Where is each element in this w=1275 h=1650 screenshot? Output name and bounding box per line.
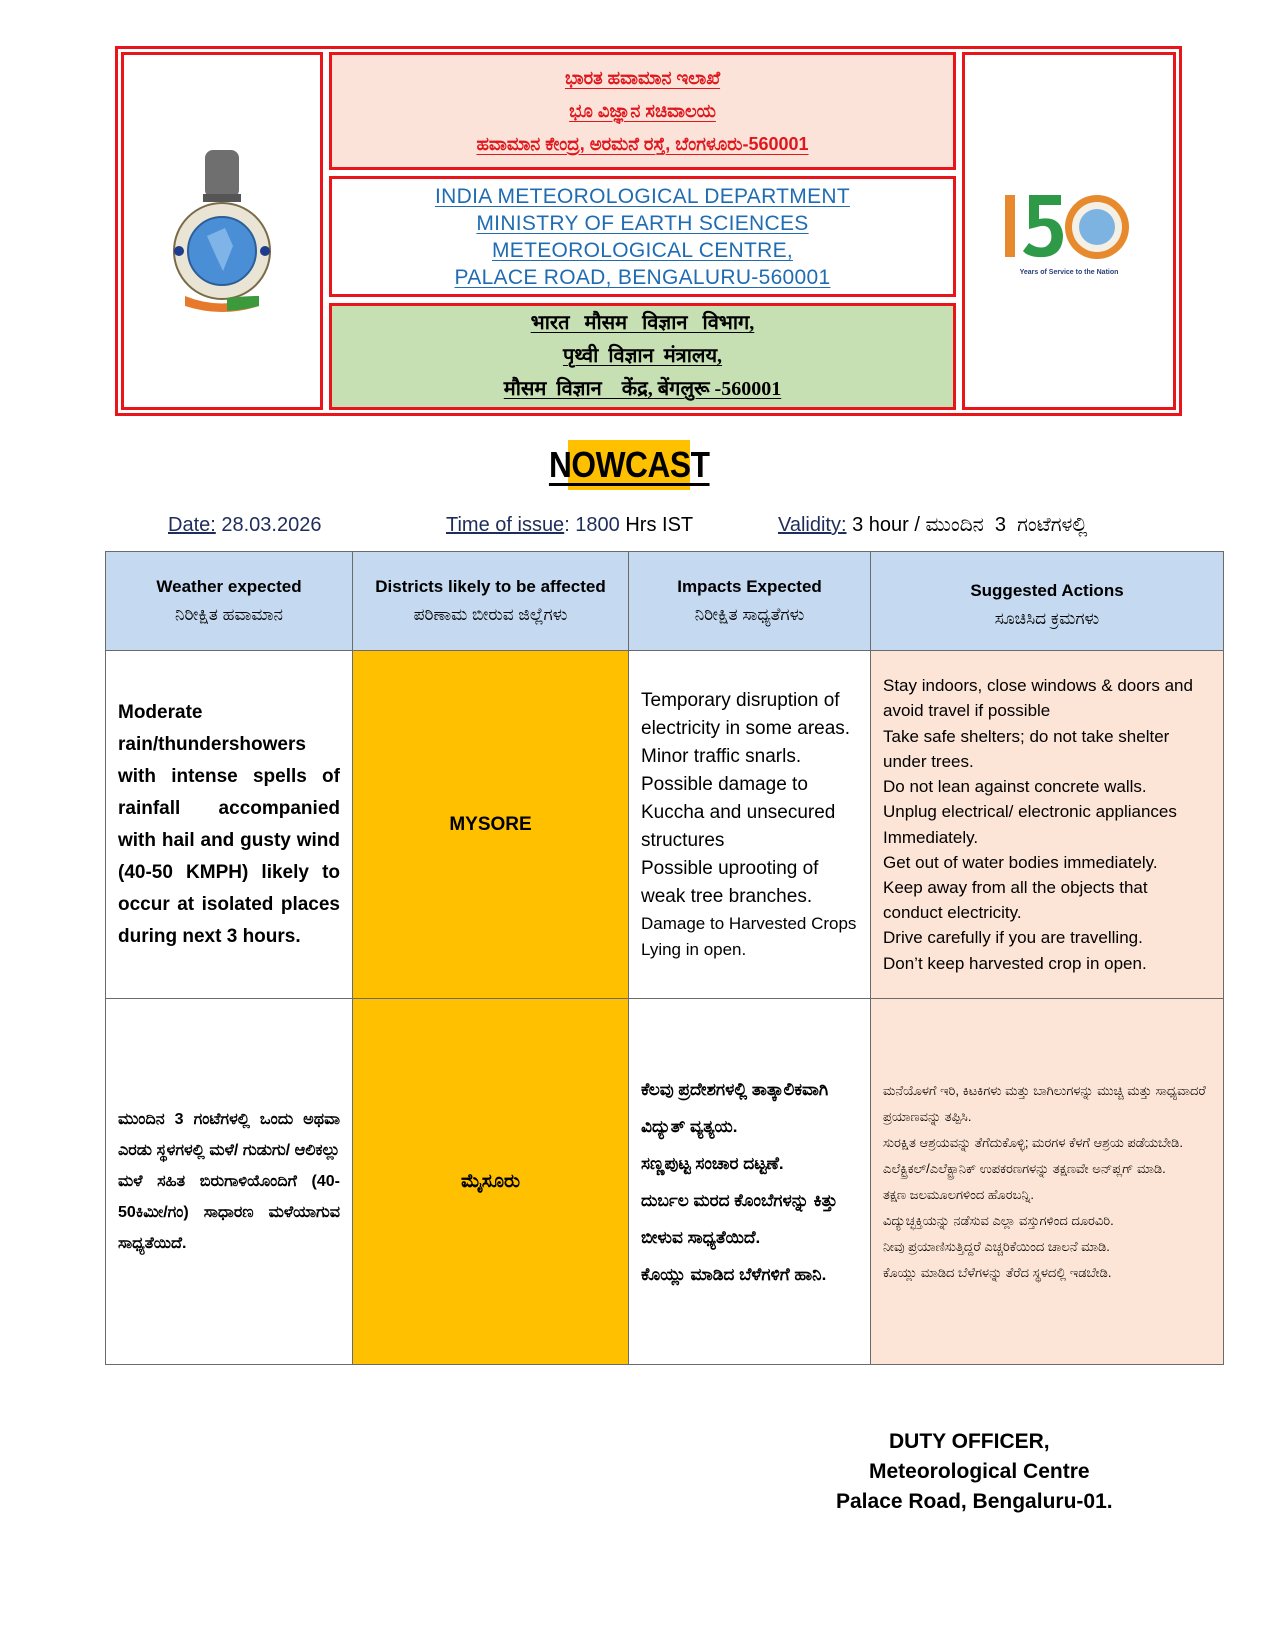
kannada-title-line-2: ಭೂ ವಿಜ್ಞಾನ ಸಚಿವಾಲಯ bbox=[569, 100, 716, 121]
actions-cell bbox=[871, 999, 1224, 1365]
nowcast-title bbox=[548, 440, 710, 490]
impact-item: ದುರ್ಬಲ ಮರದ ಕೊಂಬೆಗಳನ್ನು ಕಿತ್ತು ಬೀಳುವ ಸಾಧ್ಯತೆಯಿದೆ. bbox=[641, 1190, 838, 1247]
header-weather-kn: ನಿರೀಕ್ಷಿತ ಹವಾಮಾನ bbox=[175, 605, 283, 624]
action-item: Stay indoors, close windows & doors and avoid travel if possible bbox=[883, 676, 1193, 721]
letterhead bbox=[115, 46, 1182, 416]
validity-value: 3 hour / ಮುಂದಿನ 3 ಗಂಟೆಗಳಲ್ಲಿ bbox=[846, 514, 1088, 536]
hindi-title-line-1: भारत मौसम विज्ञान विभाग, bbox=[530, 312, 755, 334]
kannada-title-line-3: ಹವಾಮಾನ ಕೇಂದ್ರ, ಅರಮನೆ ರಸ್ತೆ, ಬೆಂಗಳೂರು-560001 bbox=[476, 133, 809, 154]
weather-cell: ಮುಂದಿನ 3 ಗಂಟೆಗಳಲ್ಲಿ ಒಂದು ಅಥವಾ ಎರಡು ಸ್ಥಳಗಳಲ್ಲಿ ಮಳೆ/ ಗುಡುಗು/ ಆಲಿಕಲ್ಲು ಮಳೆ ಸಹಿತ ಬಿರುಗಾಳಿಯೊಂದಿಗೆ (40-50ಕಿಮೀ/ಗಂ) ಸಾಧಾರಣ ಮಳೆಯಾಗುವ ಸಾಧ್ಯತೆಯಿದೆ. bbox=[106, 999, 353, 1365]
district-cell: MYSORE bbox=[353, 651, 629, 999]
action-item: ತಕ್ಷಣ ಜಲಮೂಲಗಳಿಂದ ಹೊರಬನ್ನಿ. bbox=[883, 1186, 1034, 1202]
header-weather-en: Weather expected bbox=[156, 577, 302, 596]
signature-address: Palace Road, Bengaluru-01. bbox=[836, 1490, 1113, 1513]
impact-item: ಕೊಯ್ಲು ಮಾಡಿದ ಬೆಳೆಗಳಿಗೆ ಹಾನಿ. bbox=[641, 1264, 827, 1284]
header-districts-en: Districts likely to be affected bbox=[375, 577, 606, 596]
action-item: Take safe shelters; do not take shelter under trees. bbox=[883, 726, 1170, 771]
header-suggested-actions bbox=[871, 552, 1224, 651]
action-item: ಎಲೆಕ್ಟ್ರಿಕಲ್/ಎಲೆಕ್ಟ್ರಾನಿಕ್ ಉಪಕರಣಗಳನ್ನು ತಕ್ಷಣವೇ ಅನ್‌ಪ್ಲಗ್ ಮಾಡಿ. bbox=[883, 1160, 1166, 1176]
hindi-title-box bbox=[329, 303, 956, 410]
nowcast-title-text: NOWCAST bbox=[548, 444, 710, 485]
header-impacts-kn: ನಿರೀಕ್ಷಿತ ಸಾಧ್ಯತೆಗಳು bbox=[694, 605, 805, 624]
impacts-cell bbox=[629, 999, 871, 1365]
impact-item: Possible uprooting of weak tree branches. bbox=[641, 857, 819, 907]
logo-caption: Years of Service to the Nation bbox=[1019, 268, 1119, 276]
action-item: Unplug electrical/ electronic appliances Immediately. bbox=[883, 802, 1177, 847]
impact-item: Temporary disruption of electricity in some areas. bbox=[641, 689, 851, 739]
action-item: Drive carefully if you are travelling. bbox=[883, 928, 1143, 948]
english-title-line-3: METEOROLOGICAL CENTRE, bbox=[491, 238, 794, 262]
kannada-title-box bbox=[329, 52, 956, 170]
date-value: 28.03.2026 bbox=[215, 514, 322, 536]
actions-cell bbox=[871, 651, 1224, 999]
header-actions-kn: ಸೂಚಿಸಿದ ಕ್ರಮಗಳು bbox=[994, 609, 1100, 628]
time-unit: Hrs IST bbox=[619, 514, 694, 536]
action-item: Get out of water bodies immediately. bbox=[883, 852, 1158, 872]
right-logo-cell bbox=[962, 52, 1176, 410]
action-item: ಮನೆಯೊಳಗೆ ಇರಿ, ಕಿಟಕಿಗಳು ಮತ್ತು ಬಾಗಿಲುಗಳನ್ನು ಮುಚ್ಚಿ ಮತ್ತು ಸಾಧ್ಯವಾದರೆ ಪ್ರಯಾಣವನ್ನು ತಪ್ಪಿಸಿ. bbox=[883, 1082, 1206, 1124]
action-item: Don’t keep harvested crop in open. bbox=[883, 953, 1147, 973]
time-value: : 1800 bbox=[564, 514, 620, 536]
impact-item: ಕೆಲವು ಪ್ರದೇಶಗಳಲ್ಲಿ ತಾತ್ಕಾಲಿಕವಾಗಿ ವಿದ್ಯುತ್ ವ್ಯತ್ಯಯ. bbox=[641, 1079, 829, 1136]
validity-label: Validity: bbox=[778, 514, 847, 536]
impact-item: ಸಣ್ಣಪುಟ್ಟ ಸಂಚಾರ ದಟ್ಟಣೆ. bbox=[641, 1153, 784, 1173]
kannada-title-line-1: ಭಾರತ ಹವಾಮಾನ ಇಲಾಖೆ bbox=[564, 67, 721, 88]
imd-emblem-icon bbox=[167, 146, 277, 316]
hindi-title-line-3: मौसम विज्ञान केंद्र, बेंगलुरू -560001 bbox=[503, 378, 782, 400]
english-title-line-1: INDIA METEOROLOGICAL DEPARTMENT bbox=[435, 184, 850, 208]
issue-date bbox=[168, 514, 321, 537]
nowcast-table bbox=[105, 551, 1224, 1365]
header-actions-en: Suggested Actions bbox=[970, 581, 1124, 600]
imd-150-years-icon bbox=[999, 187, 1139, 267]
table-header-row bbox=[106, 552, 1224, 651]
impacts-cell bbox=[629, 651, 871, 999]
signature-title: DUTY OFFICER, bbox=[889, 1430, 1050, 1453]
english-title-line-4: PALACE ROAD, BENGALURU-560001 bbox=[454, 265, 831, 289]
header-districts bbox=[353, 552, 629, 651]
english-title-box bbox=[329, 176, 956, 297]
impact-item: Minor traffic snarls. bbox=[641, 745, 802, 767]
date-label: Date: bbox=[168, 514, 216, 536]
weather-cell: Moderate rain/thundershowers with intense spells of rainfall accompanied with hail and gusty wind (40-50 KMPH) likely to occur at isolated places during next 3 hours. bbox=[106, 651, 353, 999]
header-weather-expected bbox=[106, 552, 353, 651]
validity bbox=[778, 514, 1088, 537]
time-of-issue bbox=[446, 514, 693, 537]
table-row bbox=[106, 999, 1224, 1365]
time-label: Time of issue bbox=[446, 514, 565, 536]
signature-office: Meteorological Centre bbox=[869, 1460, 1090, 1483]
header-districts-kn: ಪರಿಣಾಮ ಬೀರುವ ಜಿಲ್ಲೆಗಳು bbox=[413, 605, 568, 624]
action-item: ಕೊಯ್ಲು ಮಾಡಿದ ಬೆಳೆಗಳನ್ನು ತೆರೆದ ಸ್ಥಳದಲ್ಲಿ ಇಡಬೇಡಿ. bbox=[883, 1264, 1112, 1280]
district-cell: ಮೈಸೂರು bbox=[353, 999, 629, 1365]
action-item: ಸುರಕ್ಷಿತ ಆಶ್ರಯವನ್ನು ತೆಗೆದುಕೊಳ್ಳಿ; ಮರಗಳ ಕೆಳಗೆ ಆಶ್ರಯ ಪಡೆಯಬೇಡಿ. bbox=[883, 1134, 1183, 1150]
left-logo-cell bbox=[121, 52, 323, 410]
action-item: Do not lean against concrete walls. bbox=[883, 777, 1147, 797]
impact-item: Damage to Harvested Crops Lying in open. bbox=[641, 913, 857, 959]
action-item: Keep away from all the objects that conduct electricity. bbox=[883, 877, 1148, 923]
header-impacts bbox=[629, 552, 871, 651]
impact-item: Possible damage to Kuccha and unsecured structures bbox=[641, 773, 836, 851]
table-row bbox=[106, 651, 1224, 999]
action-item: ನೀವು ಪ್ರಯಾಣಿಸುತ್ತಿದ್ದರೆ ಎಚ್ಚರಿಕೆಯಿಂದ ಚಾಲನೆ ಮಾಡಿ. bbox=[883, 1238, 1110, 1254]
hindi-title-line-2: पृथ्वी विज्ञान मंत्रालय, bbox=[562, 345, 723, 367]
english-title-line-2: MINISTRY OF EARTH SCIENCES bbox=[476, 211, 809, 235]
header-impacts-en: Impacts Expected bbox=[677, 577, 822, 596]
action-item: ವಿದ್ಯುಚ್ಛಕ್ತಿಯನ್ನು ನಡೆಸುವ ಎಲ್ಲಾ ವಸ್ತುಗಳಿಂದ ದೂರವಿರಿ. bbox=[883, 1212, 1114, 1228]
